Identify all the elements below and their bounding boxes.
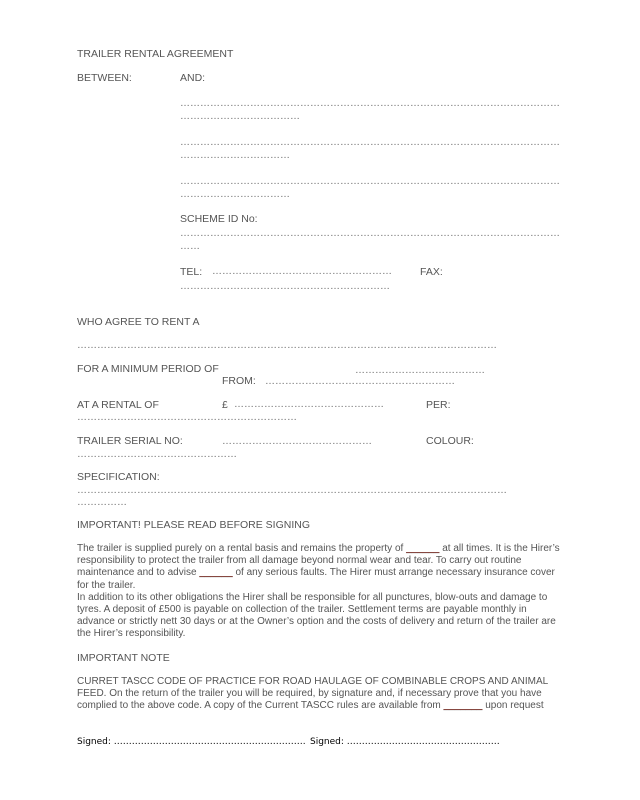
owner-blank-1[interactable]: ______ bbox=[406, 543, 440, 554]
minimum-period-field[interactable]: ………………………………… bbox=[355, 365, 485, 376]
colour-field[interactable]: ………………………………………… bbox=[77, 449, 237, 460]
scheme-id-label: SCHEME ID No: bbox=[180, 213, 258, 225]
important-note-heading: IMPORTANT NOTE bbox=[77, 652, 170, 664]
tascc-text-2: upon request bbox=[482, 700, 544, 712]
fax-field[interactable]: ……………………………………………………… bbox=[180, 281, 390, 292]
tascc-paragraph bbox=[77, 676, 565, 713]
per-field[interactable]: ………………………………………………………… bbox=[77, 412, 297, 423]
terms-paragraph bbox=[77, 543, 565, 641]
tascc-text-1: CURRET TASCC CODE OF PRACTICE FOR ROAD HAULAGE OF COMBINABLE CROPS AND ANIMAL FEED. On the return of the trailer you will be required, by signature and, if necessary prove that you have complied to the above code. A copy of the Current TASCC rules are available from bbox=[77, 676, 548, 712]
minimum-period-label: FOR A MINIMUM PERIOD OF bbox=[77, 363, 219, 375]
address-line-3-cont[interactable]: …………………………… bbox=[180, 189, 290, 200]
signature-line-2[interactable]: Signed: …………………………………………… bbox=[310, 737, 500, 747]
address-line-1-cont[interactable]: ……………………………… bbox=[180, 111, 300, 122]
terms-text-3: of any serious faults. The Hirer must arrange necessary insurance cover for the trailer. bbox=[77, 567, 555, 591]
address-line-3[interactable]: …………………………………………………………………………………………………… bbox=[180, 176, 560, 187]
important-heading: IMPORTANT! PLEASE READ BEFORE SIGNING bbox=[77, 519, 310, 531]
rental-label: AT A RENTAL OF bbox=[77, 399, 159, 411]
specification-field-cont[interactable]: …………… bbox=[77, 497, 127, 508]
tel-label: TEL: bbox=[180, 266, 203, 278]
fax-label: FAX: bbox=[420, 266, 443, 278]
serial-number-label: TRAILER SERIAL NO: bbox=[77, 435, 183, 447]
rent-item-field[interactable]: ……………………………………………………………………………………………………………… bbox=[77, 340, 497, 351]
specification-label: SPECIFICATION: bbox=[77, 471, 160, 483]
scheme-id-field-cont[interactable]: …… bbox=[180, 241, 200, 252]
signature-line-1[interactable]: Signed: ………………………………………………………. bbox=[77, 737, 306, 747]
specification-field[interactable]: ………………………………………………………………………………………………………………… bbox=[77, 485, 507, 496]
terms-text-2: at all times. It is the Hirer’s responsibility to protect the trailer from all damage beyond normal wear and tear. To carry out routine maintenance and to advise bbox=[77, 543, 560, 579]
scheme-id-field[interactable]: …………………………………………………………………………………………………… bbox=[180, 228, 560, 239]
pound-sign: £ bbox=[222, 399, 228, 411]
colour-label: COLOUR: bbox=[426, 435, 474, 447]
terms-text-1: The trailer is supplied purely on a rental basis and remains the property of bbox=[77, 543, 407, 554]
from-label: FROM: bbox=[222, 375, 256, 387]
address-line-2[interactable]: …………………………………………………………………………………………………… bbox=[180, 137, 560, 148]
and-label: AND: bbox=[180, 72, 206, 84]
address-line-2-cont[interactable]: …………………………… bbox=[180, 150, 290, 161]
who-agree-label: WHO AGREE TO RENT A bbox=[77, 316, 200, 328]
rental-amount-field[interactable]: ……………………………………… bbox=[234, 399, 384, 410]
tel-field[interactable]: ……………………………………………… bbox=[212, 266, 392, 277]
serial-number-field[interactable]: ……………………………………… bbox=[222, 436, 372, 447]
owner-blank-2[interactable]: ______ bbox=[199, 567, 233, 579]
address-line-1[interactable]: …………………………………………………………………………………………………… bbox=[180, 98, 560, 109]
from-field[interactable]: ………………………………………………… bbox=[265, 376, 455, 387]
obligations-paragraph: In addition to its other obligations the Hirer shall be responsible for all punctures, blow-outs and damage to tyres. A deposit of £500 is payable on collection of the trailer. Settlement terms are payable monthly in advance or strictly nett 30 days or at the Owner’s option and the costs of delivery and return of the trailer are the Hirer’s responsibility. bbox=[77, 591, 556, 640]
per-label: PER: bbox=[426, 399, 451, 411]
document-title: TRAILER RENTAL AGREEMENT bbox=[77, 48, 234, 60]
tascc-blank[interactable]: _______ bbox=[443, 700, 483, 712]
between-label: BETWEEN: bbox=[77, 72, 132, 84]
